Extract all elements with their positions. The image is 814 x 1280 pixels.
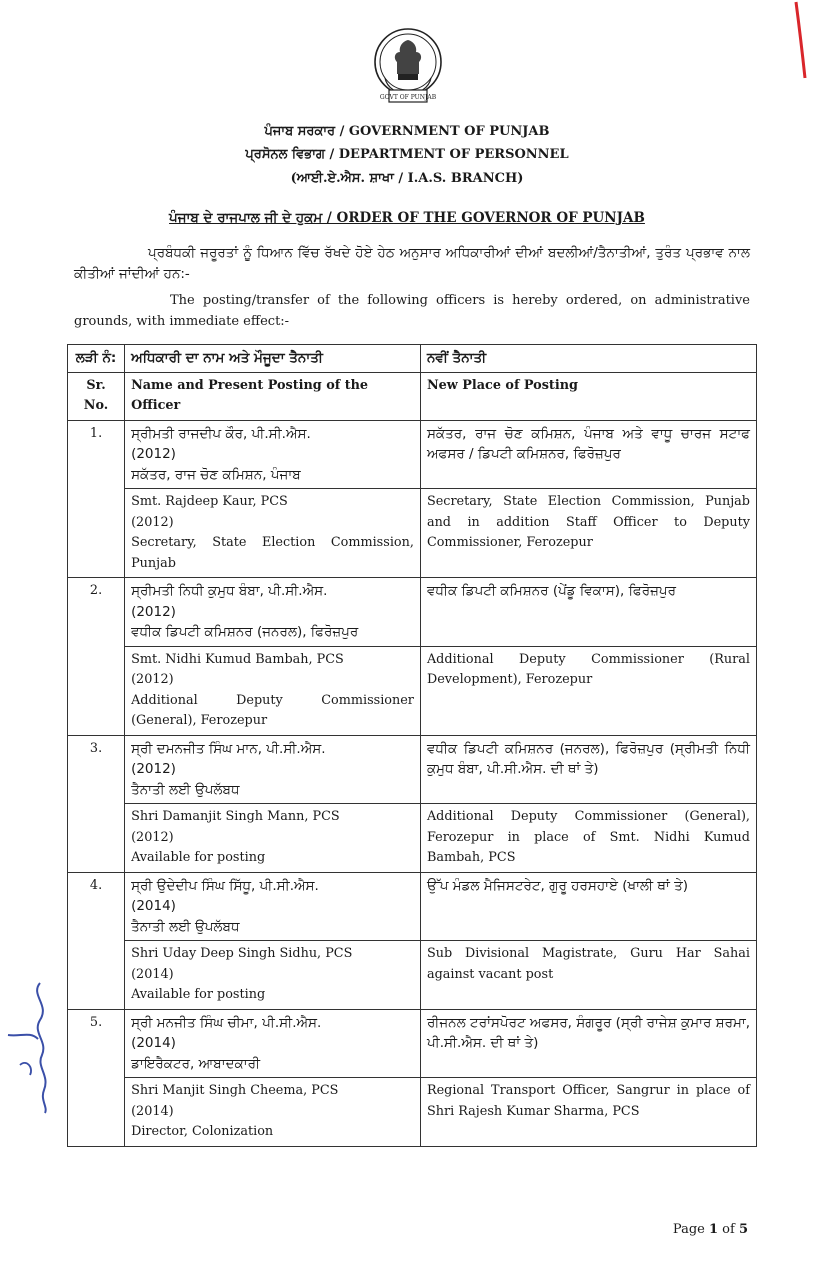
present-posting-en: Available for posting	[131, 987, 266, 1002]
table-row-english	[68, 941, 757, 1010]
present-posting-pa: ਡਾਇਰੈਕਟਰ, ਆਬਾਦਕਾਰੀ	[131, 1055, 261, 1072]
serial-number: 2.	[68, 578, 125, 736]
officer-cell-english	[125, 646, 421, 735]
new-posting-pa: ਵਧੀਕ ਡਿਪਟੀ ਕਮਿਸ਼ਨਰ (ਪੇਂਡੂ ਵਿਕਾਸ), ਫਿਰੋਜ਼ਪੁਰ	[420, 578, 756, 647]
officer-batch-pa: (2014)	[131, 898, 176, 914]
red-pen-mark	[794, 0, 808, 80]
header-sr-en: Sr. No.	[68, 372, 125, 420]
table-header-punjabi	[68, 345, 757, 373]
table-row-punjabi	[68, 578, 757, 647]
page-word: Page	[672, 1222, 705, 1237]
table-row-english	[68, 646, 757, 735]
posting-table	[67, 344, 757, 1147]
present-posting-pa: ਵਧੀਕ ਡਿਪਟੀ ਕਮਿਸ਼ਨਰ (ਜਨਰਲ), ਫਿਰੋਜ਼ਪੁਰ	[131, 624, 359, 640]
serial-number: 3.	[68, 735, 125, 872]
intro-english: The posting/transfer of the following officers is hereby ordered, on administrative grounds, with immediate effect:-	[74, 293, 750, 329]
emblem-caption: GOVT OF PUNJAB	[379, 94, 437, 101]
officer-name-en: Shri Damanjit Singh Mann, PCS	[131, 809, 340, 824]
header-name-en: Name and Present Posting of the Officer	[125, 372, 421, 420]
new-posting-pa: ਸਕੱਤਰ, ਰਾਜ ਚੋਣ ਕਮਿਸ਼ਨ, ਪੰਜਾਬ ਅਤੇ ਵਾਧੂ ਚਾਰਜ ਸਟਾਫ ਅਫਸਰ / ਡਿਪਟੀ ਕਮਿਸ਼ਨਰ, ਫਿਰੋਜ਼ਪੁਰ	[420, 420, 756, 489]
officer-cell-english	[125, 804, 421, 873]
header-branch: (ਆਈ.ਏ.ਐਸ. ਸ਼ਾਖਾ / I.A.S. BRANCH)	[290, 171, 524, 186]
order-title: ਪੰਜਾਬ ਦੇ ਰਾਜਪਾਲ ਜੀ ਦੇ ਹੁਕਮ / ORDER OF THE GOVERNOR OF PUNJAB	[169, 210, 645, 226]
officer-name-en: Smt. Nidhi Kumud Bambah, PCS	[131, 651, 344, 667]
present-posting-pa: ਸਕੱਤਰ, ਰਾਜ ਚੋਣ ਕਮਿਸ਼ਨ, ਪੰਜਾਬ	[131, 466, 301, 483]
officer-name-pa: ਸ੍ਰੀ ਉਦੇਦੀਪ ਸਿੰਘ ਸਿੱਧੂ, ਪੀ.ਸੀ.ਐਸ.	[131, 877, 319, 894]
page-of: of	[722, 1222, 735, 1237]
officer-name-pa: ਸ੍ਰੀ ਦਮਨਜੀਤ ਸਿੰਘ ਮਾਨ, ਪੀ.ਸੀ.ਐਸ.	[131, 740, 326, 757]
punjab-emblem-seal	[369, 22, 447, 108]
present-posting-en: Additional Deputy Commissioner (General), Ferozepur	[131, 692, 414, 728]
new-posting-en: Sub Divisional Magistrate, Guru Har Sahai against vacant post	[420, 941, 756, 1010]
present-posting-en: Director, Colonization	[131, 1124, 274, 1139]
officer-batch-pa: (2012)	[131, 446, 176, 462]
table-row-punjabi	[68, 420, 757, 489]
page-total: 5	[738, 1222, 748, 1237]
officer-batch-en: (2014)	[131, 966, 174, 982]
header-new-en: New Place of Posting	[420, 372, 756, 420]
officer-name-pa: ਸ੍ਰੀ ਮਨਜੀਤ ਸਿੰਘ ਚੀਮਾ, ਪੀ.ਸੀ.ਐਸ.	[131, 1014, 322, 1031]
table-row-english	[68, 1078, 757, 1147]
header-government: ਪੰਜਾਬ ਸਰਕਾਰ / GOVERNMENT OF PUNJAB	[264, 124, 550, 139]
officer-batch-pa: (2012)	[131, 603, 176, 620]
officer-name-en: Shri Manjit Singh Cheema, PCS	[131, 1083, 339, 1098]
new-posting-en: Additional Deputy Commissioner (General), Ferozepur in place of Smt. Nidhi Kumud Bambah, PCS	[420, 804, 756, 873]
officer-cell-punjabi	[125, 420, 421, 489]
page-number	[673, 1222, 748, 1237]
table-row-punjabi	[68, 1009, 757, 1078]
serial-number: 1.	[68, 420, 125, 578]
officer-cell-punjabi	[125, 735, 421, 804]
officer-cell-english	[125, 489, 421, 578]
new-posting-en: Additional Deputy Commissioner (Rural Development), Ferozepur	[420, 646, 756, 735]
new-posting-en: Regional Transport Officer, Sangrur in place of Shri Rajesh Kumar Sharma, PCS	[420, 1078, 756, 1147]
new-posting-en: Secretary, State Election Commission, Punjab and in addition Staff Officer to Deputy Commissioner, Ferozepur	[420, 489, 756, 578]
serial-number: 5.	[68, 1009, 125, 1146]
intro-punjabi: ਪ੍ਰਬੰਧਕੀ ਜਰੂਰਤਾਂ ਨੂੰ ਧਿਆਨ ਵਿੱਚ ਰੱਖਦੇ ਹੋਏ ਹੇਠ ਅਨੁਸਾਰ ਅਧਿਕਾਰੀਆਂ ਦੀਆਂ ਬਦਲੀਆਂ/ਤੈਨਾਤੀਆਂ, ਤੁਰੰਤ ਪ੍ਰਭਾਵ ਨਾਲ ਕੀਤੀਆਂ ਜਾਂਦੀਆਂ ਹਨ:-	[74, 245, 750, 282]
new-posting-pa: ਰੀਜਨਲ ਟਰਾਂਸਪੋਰਟ ਅਫਸਰ, ਸੰਗਰੂਰ (ਸ੍ਰੀ ਰਾਜੇਸ਼ ਕੁਮਾਰ ਸ਼ਰਮਾ, ਪੀ.ਸੀ.ਐਸ. ਦੀ ਥਾਂ ਤੇ)	[420, 1009, 756, 1078]
header-department: ਪ੍ਰਸੋਨਲ ਵਿਭਾਗ / DEPARTMENT OF PERSONNEL	[245, 147, 569, 162]
present-posting-pa: ਤੈਨਾਤੀ ਲਈ ਉਪਲੱਬਧ	[131, 781, 240, 798]
new-posting-pa: ਵਧੀਕ ਡਿਪਟੀ ਕਮਿਸ਼ਨਰ (ਜਨਰਲ), ਫਿਰੋਜ਼ਪੁਰ (ਸ੍ਰੀਮਤੀ ਨਿਧੀ ਕੁਮੁਧ ਬੰਬਾ, ਪੀ.ਸੀ.ਐਸ. ਦੀ ਥਾਂ ਤੇ)	[420, 735, 756, 804]
officer-batch-en: (2012)	[131, 829, 174, 845]
officer-cell-english	[125, 941, 421, 1010]
header-sr-pa: ਲੜੀ ਨੰ:	[68, 345, 125, 373]
new-posting-pa: ਉੱਪ ਮੰਡਲ ਮੈਜਿਸਟਰੇਟ, ਗੁਰੂ ਹਰਸਹਾਏ (ਖਾਲੀ ਥਾਂ ਤੇ)	[420, 872, 756, 941]
table-row-english	[68, 489, 757, 578]
table-row-punjabi	[68, 872, 757, 941]
header-name-pa: ਅਧਿਕਾਰੀ ਦਾ ਨਾਮ ਅਤੇ ਮੌਜੂਦਾ ਤੈਨਾਤੀ	[125, 345, 421, 373]
officer-cell-punjabi	[125, 872, 421, 941]
header-new-pa: ਨਵੀਂ ਤੈਨਾਤੀ	[420, 345, 756, 373]
officer-batch-en: (2014)	[131, 1103, 174, 1119]
officer-cell-punjabi	[125, 1009, 421, 1078]
table-row-english	[68, 804, 757, 873]
officer-cell-english	[125, 1078, 421, 1147]
officer-name-pa: ਸ੍ਰੀਮਤੀ ਰਾਜਦੀਪ ਕੌਰ, ਪੀ.ਸੀ.ਐਸ.	[131, 425, 311, 442]
officer-batch-pa: (2014)	[131, 1035, 176, 1051]
present-posting-en: Secretary, State Election Commission, Punjab	[131, 535, 414, 571]
serial-number: 4.	[68, 872, 125, 1009]
officer-name-pa: ਸ੍ਰੀਮਤੀ ਨਿਧੀ ਕੁਮੁਧ ਬੰਬਾ, ਪੀ.ਸੀ.ਐਸ.	[131, 583, 328, 599]
table-row-punjabi	[68, 735, 757, 804]
officer-batch-en: (2012)	[131, 514, 174, 530]
officer-batch-pa: (2012)	[131, 761, 176, 777]
present-posting-en: Available for posting	[131, 850, 266, 865]
handwritten-signature	[0, 975, 75, 1115]
page-current: 1	[708, 1222, 719, 1237]
table-header-english	[68, 372, 757, 420]
officer-name-en: Smt. Rajdeep Kaur, PCS	[131, 494, 288, 509]
officer-cell-punjabi	[125, 578, 421, 647]
officer-batch-en: (2012)	[131, 672, 174, 687]
officer-name-en: Shri Uday Deep Singh Sidhu, PCS	[131, 946, 353, 961]
present-posting-pa: ਤੈਨਾਤੀ ਲਈ ਉਪਲੱਬਧ	[131, 918, 240, 935]
